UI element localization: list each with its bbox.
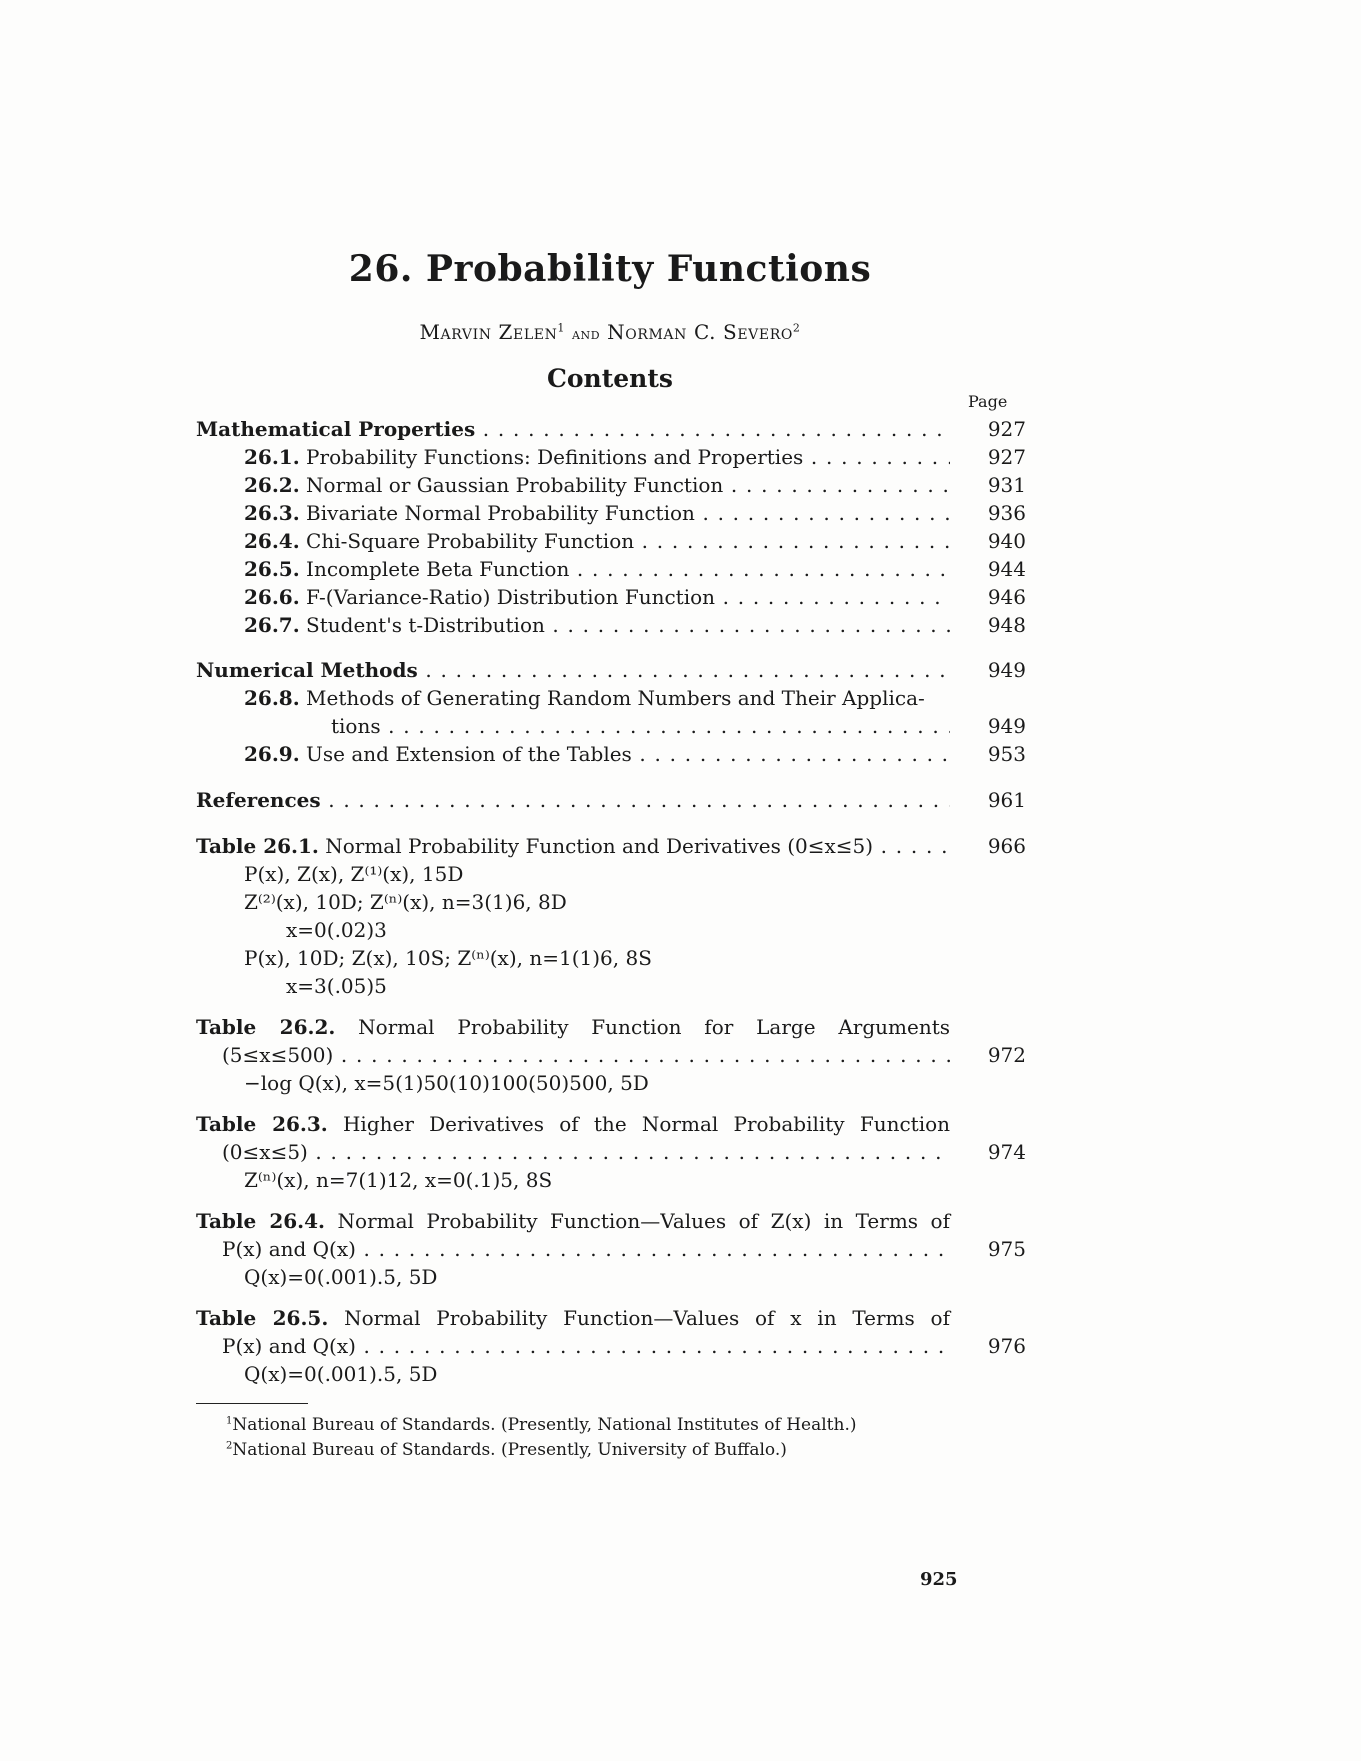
toc-entry-page: 940 xyxy=(987,529,1026,553)
toc-entry-page: 949 xyxy=(987,658,1026,682)
toc-entry-label: Numerical Methods xyxy=(196,658,418,682)
toc-entry-page: 972 xyxy=(987,1043,1026,1067)
table-title-continued: P(x) and Q(x) xyxy=(222,1237,356,1261)
toc-entry-label: F-(Variance-Ratio) Distribution Function xyxy=(306,585,716,609)
toc-entry-26-8-continued[interactable] xyxy=(196,714,1026,742)
toc-entry-label: Student's t-Distribution xyxy=(306,613,545,637)
author-line xyxy=(0,320,1220,344)
toc-entry-page: 931 xyxy=(987,473,1026,497)
footnote-2 xyxy=(226,1440,787,1460)
toc-entry-page: 974 xyxy=(987,1140,1026,1164)
toc-entry-numerical-methods[interactable] xyxy=(196,658,1026,686)
table-title-continued: P(x) and Q(x) xyxy=(222,1334,356,1358)
table-number: Table 26.3. xyxy=(196,1112,328,1136)
author-and: and xyxy=(572,324,601,343)
section-number: 26.5. xyxy=(244,557,300,581)
toc-entry-label: Bivariate Normal Probability Function xyxy=(306,501,695,525)
section-number: 26.8. xyxy=(244,686,300,710)
footnote-text: National Bureau of Standards. (Presently, National Institutes of Health.) xyxy=(232,1415,857,1435)
table-heading-26-3 xyxy=(196,1112,950,1136)
toc-entry-page: 976 xyxy=(987,1334,1026,1358)
footnote-1 xyxy=(226,1415,857,1435)
toc-entry-page: 946 xyxy=(987,585,1026,609)
toc-entry-label: Use and Extension of the Tables xyxy=(306,742,632,766)
table-detail-line: x=3(.05)5 xyxy=(286,974,387,998)
toc-entry-table-26-5[interactable] xyxy=(196,1334,1026,1362)
contents-heading: Contents xyxy=(546,364,673,393)
toc-entry-26-9[interactable] xyxy=(196,742,1026,770)
table-heading-26-4 xyxy=(196,1209,950,1233)
toc-entry-table-26-3[interactable] xyxy=(196,1140,1026,1168)
table-title: Higher Derivatives of the Normal Probability Function xyxy=(342,1112,951,1136)
toc-entry-label: Normal or Gaussian Probability Function xyxy=(306,473,724,497)
section-number: 26.2. xyxy=(244,473,300,497)
table-detail-line: x=0(.02)3 xyxy=(286,918,387,942)
toc-entry-table-26-2[interactable] xyxy=(196,1043,1026,1071)
table-title: Normal Probability Function—Values of Z(x) in Terms of xyxy=(337,1209,951,1233)
toc-entry-page: 948 xyxy=(987,613,1026,637)
toc-entry-26-6[interactable] xyxy=(196,585,1026,613)
toc-entry-label: Chi-Square Probability Function xyxy=(306,529,635,553)
toc-entry-26-3[interactable] xyxy=(196,501,1026,529)
table-detail-line: Z⁽²⁾(x), 10D; Z⁽ⁿ⁾(x), n=3(1)6, 8D xyxy=(244,890,567,914)
table-title: Normal Probability Function—Values of x in Terms of xyxy=(344,1306,950,1330)
table-detail-line: Q(x)=0(.001).5, 5D xyxy=(244,1265,438,1289)
table-detail-line: Q(x)=0(.001).5, 5D xyxy=(244,1362,438,1386)
toc-entry-label: Methods of Generating Random Numbers and Their Applica- xyxy=(306,686,925,710)
section-number: 26.7. xyxy=(244,613,300,637)
table-heading-26-2 xyxy=(196,1015,950,1039)
footnote-mark: 2 xyxy=(226,1440,233,1452)
section-number: 26.1. xyxy=(244,445,300,469)
section-number: 26.3. xyxy=(244,501,300,525)
author-first: Marvin Zelen xyxy=(419,320,558,344)
toc-entry-page: 961 xyxy=(987,788,1026,812)
toc-entry-label-continued: tions xyxy=(331,714,381,738)
chapter-title: 26. Probability Functions xyxy=(348,248,872,290)
author-second-mark: 2 xyxy=(792,321,801,335)
toc-entry-label: Probability Functions: Definitions and Properties xyxy=(306,445,804,469)
toc-entry-label: Mathematical Properties xyxy=(196,417,476,441)
toc-entry-mathematical-properties[interactable] xyxy=(196,417,1026,445)
footnote-text: National Bureau of Standards. (Presently, University of Buffalo.) xyxy=(232,1440,787,1460)
toc-entry-26-2[interactable] xyxy=(196,473,1026,501)
toc-entry-26-8[interactable] xyxy=(244,686,925,710)
table-number: Table 26.2. xyxy=(196,1015,336,1039)
table-detail-line: P(x), 10D; Z(x), 10S; Z⁽ⁿ⁾(x), n=1(1)6, 8S xyxy=(244,946,652,970)
toc-entry-26-4[interactable] xyxy=(196,529,1026,557)
table-title: Normal Probability Function and Derivatives (0≤x≤5) xyxy=(325,834,874,858)
toc-entry-26-1[interactable] xyxy=(196,445,1026,473)
table-title: Normal Probability Function for Large Arguments xyxy=(358,1015,951,1039)
toc-entry-page: 927 xyxy=(987,417,1026,441)
author-second: Norman C. Severo xyxy=(607,320,793,344)
section-number: 26.6. xyxy=(244,585,300,609)
toc-entry-references[interactable] xyxy=(196,788,1026,816)
table-title-continued: (0≤x≤5) xyxy=(222,1140,308,1164)
table-number: Table 26.1. xyxy=(196,834,319,858)
table-detail-line: P(x), Z(x), Z⁽¹⁾(x), 15D xyxy=(244,862,464,886)
toc-entry-label: Incomplete Beta Function xyxy=(306,557,570,581)
toc-entry-26-5[interactable] xyxy=(196,557,1026,585)
toc-entry-page: 966 xyxy=(987,834,1026,858)
section-number: 26.4. xyxy=(244,529,300,553)
toc-entry-page: 953 xyxy=(987,742,1026,766)
toc-entry-table-26-1[interactable] xyxy=(196,834,1026,862)
toc-entry-page: 944 xyxy=(987,557,1026,581)
footnote-rule xyxy=(196,1403,308,1404)
table-number: Table 26.4. xyxy=(196,1209,326,1233)
toc-entry-page: 975 xyxy=(987,1237,1026,1261)
toc-entry-table-26-4[interactable] xyxy=(196,1237,1026,1265)
table-detail-line: Z⁽ⁿ⁾(x), n=7(1)12, x=0(.1)5, 8S xyxy=(244,1168,553,1192)
toc-entry-page: 949 xyxy=(987,714,1026,738)
toc-entry-label: References xyxy=(196,788,321,812)
author-first-mark: 1 xyxy=(557,321,566,335)
page-column-label: Page xyxy=(968,392,1008,411)
footnote-mark: 1 xyxy=(226,1415,233,1427)
table-detail-line: −log Q(x), x=5(1)50(10)100(50)500, 5D xyxy=(244,1071,649,1095)
toc-entry-page: 927 xyxy=(987,445,1026,469)
toc-entry-26-7[interactable] xyxy=(196,613,1026,641)
toc-entry-page: 936 xyxy=(987,501,1026,525)
table-number: Table 26.5. xyxy=(196,1306,329,1330)
table-heading-26-5 xyxy=(196,1306,950,1330)
section-number: 26.9. xyxy=(244,742,300,766)
table-title-continued: (5≤x≤500) xyxy=(222,1043,334,1067)
page-number: 925 xyxy=(920,1569,958,1590)
